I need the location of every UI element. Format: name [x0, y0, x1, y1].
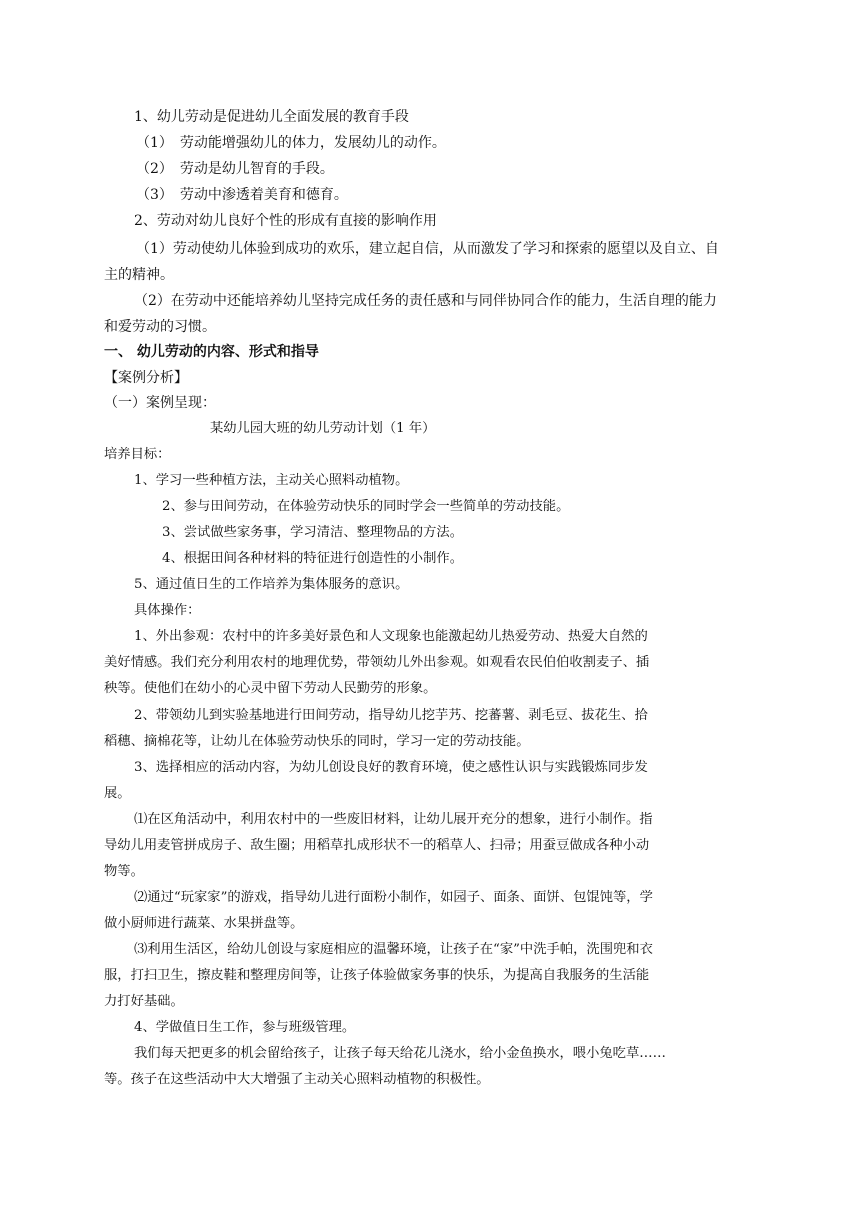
heading-1: 一、 幼儿劳动的内容、形式和指导 [104, 344, 319, 360]
op-3b-line-1: ⑵通过“玩家家”的游戏，指导幼儿进行面粉小制作，如园子、面条、面饼、包馄饨等，学 [134, 890, 653, 905]
goals-label: 培养目标： [104, 447, 171, 462]
plan-title: 某幼儿园大班的幼儿劳动计划（1 年） [210, 421, 436, 436]
op-3c-line-1: ⑶利用生活区，给幼儿创设与家庭相应的温馨环境，让孩子在“家”中洗手帕，洗围兜和衣 [134, 942, 653, 957]
section-2-title: 2、劳动对幼儿良好个性的形成有直接的影响作用 [134, 213, 437, 229]
closing-line-1: 我们每天把更多的机会留给孩子，让孩子每天给花儿浇水，给小金鱼换水，喂小兔吃草…… [134, 1046, 666, 1061]
section-1-item-2: （2） 劳动是幼儿智育的手段。 [136, 161, 334, 177]
op-3b-line-2: 做小厨师进行蔬菜、水果拼盘等。 [104, 916, 304, 931]
case-present-label: （一）案例呈现： [104, 395, 216, 411]
op-2-line-2: 稻穗、摘棉花等，让幼儿在体验劳动快乐的同时，学习一定的劳动技能。 [104, 734, 530, 749]
op-1-line-1: 1、外出参观：农村中的许多美好景色和人文现象也能激起幼儿热爱劳动、热爱大自然的 [134, 629, 648, 644]
section-1-item-3: （3） 劳动中渗透着美育和德育。 [136, 187, 348, 203]
goal-4: 4、根据田间各种材料的特征进行创造性的小制作。 [162, 551, 463, 566]
op-3-line-2: 展。 [104, 786, 131, 801]
section-1-title: 1、幼儿劳动是促进幼儿全面发展的教育手段 [134, 109, 409, 125]
section-2-para-1-line-2: 主的精神。 [104, 267, 174, 283]
op-1-line-3: 秧等。使他们在幼小的心灵中留下劳动人民勤劳的形象。 [104, 681, 437, 696]
op-3-line-1: 3、选择相应的活动内容，为幼儿创设良好的教育环境，使之感性认识与实践锻炼同步发 [134, 760, 648, 775]
goal-3: 3、尝试做些家务事，学习清洁、整理物品的方法。 [162, 525, 463, 540]
closing-line-2: 等。孩子在这些活动中大大增强了主动关心照料动植物的积极性。 [104, 1072, 490, 1087]
op-3c-line-3: 力打好基础。 [104, 994, 184, 1009]
section-2-para-1-line-1: （1）劳动使幼儿体验到成功的欢乐，建立起自信，从而激发了学习和探索的愿望以及自立、自 [136, 241, 719, 257]
section-1-item-1: （1） 劳动能增强幼儿的体力，发展幼儿的动作。 [136, 135, 446, 151]
operations-label: 具体操作： [134, 603, 201, 618]
goal-1: 1、学习一些种植方法，主动关心照料动植物。 [134, 473, 409, 488]
section-2-para-2-line-1: （2）在劳动中还能培养幼儿坚持完成任务的责任感和与同伴协同合作的能力，生活自理的能力 [134, 293, 717, 309]
op-3a-line-3: 物等。 [104, 864, 144, 879]
goal-2: 2、参与田间劳动，在体验劳动快乐的同时学会一些简单的劳动技能。 [162, 499, 570, 514]
op-2-line-1: 2、带领幼儿到实验基地进行田间劳动，指导幼儿挖芋艿、挖蕃薯、剥毛豆、拔花生、拾 [134, 708, 648, 723]
section-2-para-2-line-2: 和爱劳动的习惯。 [104, 319, 216, 335]
op-4: 4、学做值日生工作，参与班级管理。 [134, 1020, 356, 1035]
op-1-line-2: 美好情感。我们充分利用农村的地理优势，带领幼儿外出参观。如观看农民伯伯收割麦子、插 [104, 655, 650, 670]
op-3c-line-2: 服，打扫卫生，擦皮鞋和整理房间等，让孩子体验做家务事的快乐，为提高自我服务的生活能 [104, 968, 650, 983]
op-3a-line-1: ⑴在区角活动中，利用农村中的一些废旧材料，让幼儿展开充分的想象，进行小制作。指 [134, 812, 653, 827]
op-3a-line-2: 导幼儿用麦管拼成房子、敌生圈；用稻草扎成形状不一的稻草人、扫帚；用蚕豆做成各种小动 [104, 838, 650, 853]
case-analysis-label: 【案例分析】 [104, 370, 188, 386]
goal-5: 5、通过值日生的工作培养为集体服务的意识。 [134, 577, 409, 592]
